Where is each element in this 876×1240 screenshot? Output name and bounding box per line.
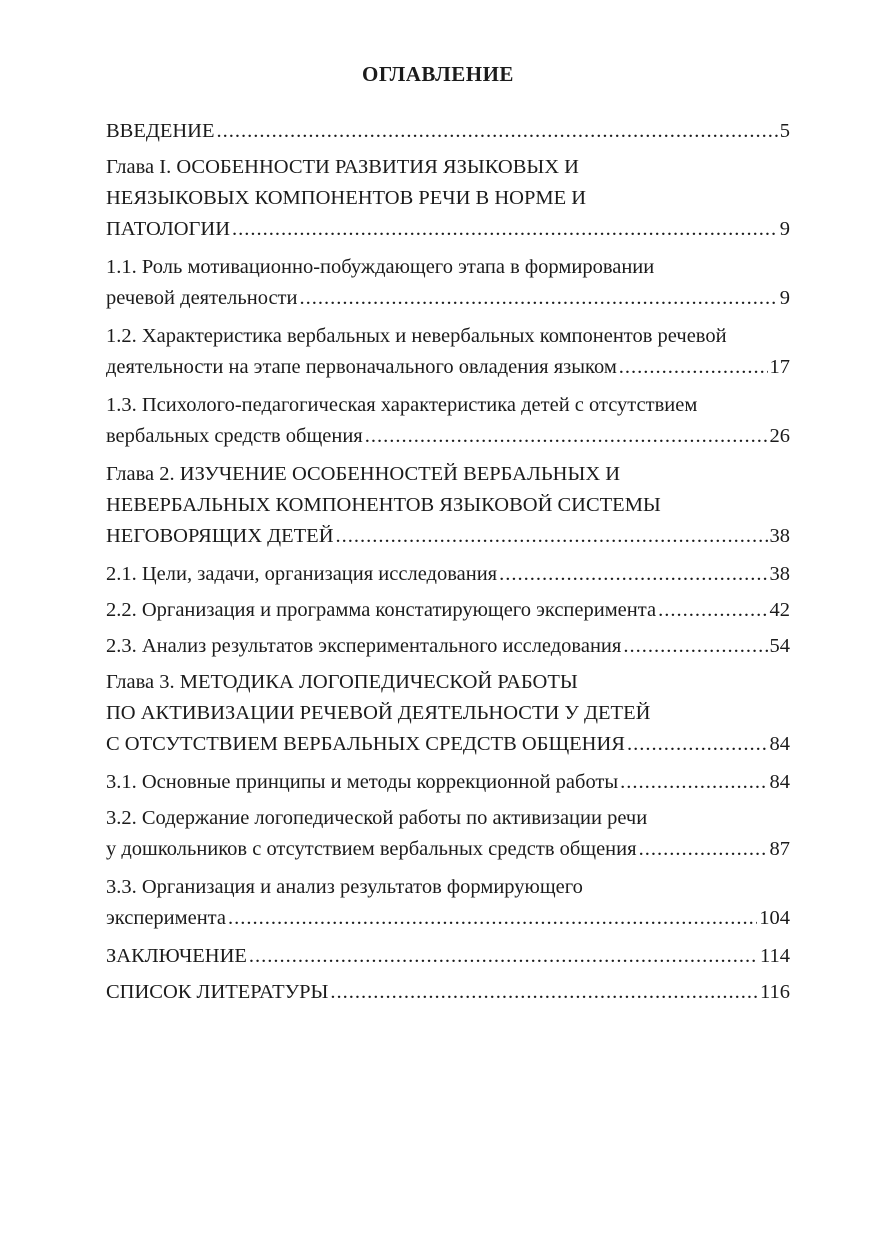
dot-leader: [499, 559, 767, 590]
toc-entry-title: вербальных средств общения: [106, 425, 363, 447]
toc-entry-final-line: [106, 421, 790, 452]
toc-page-number: 38: [769, 563, 790, 585]
toc-entry-final-line: [106, 903, 790, 934]
toc-entry-title: деятельности на этапе первоначального овладения языком: [106, 356, 617, 378]
toc-entry-final-line: [106, 595, 790, 626]
toc-page-number: 54: [769, 635, 790, 657]
toc-entry[interactable]: [106, 631, 790, 662]
dot-leader: [330, 977, 758, 1008]
toc-page-number: 104: [759, 907, 790, 929]
toc-entry-text-line: 3.2. Содержание логопедической работы по активизации речи: [106, 807, 648, 829]
toc-entry-final-line: [106, 559, 790, 590]
toc-entry[interactable]: [106, 595, 790, 626]
toc-page-number: 84: [769, 771, 790, 793]
toc-entry[interactable]: [106, 977, 790, 1008]
toc-entry-title: 2.2. Организация и программа констатирующего эксперимента: [106, 599, 657, 621]
toc-entry-text-line: Глава I. ОСОБЕННОСТИ РАЗВИТИЯ ЯЗЫКОВЫХ И: [106, 156, 579, 178]
toc-page-number: 38: [769, 525, 790, 547]
toc-entry-title: эксперимента: [106, 907, 226, 929]
toc-entry[interactable]: [106, 941, 790, 972]
toc-entry[interactable]: [106, 767, 790, 798]
toc-entry[interactable]: [106, 667, 790, 760]
toc-entry-text-line: Глава 2. ИЗУЧЕНИЕ ОСОБЕННОСТЕЙ ВЕРБАЛЬНЫХ И: [106, 463, 621, 485]
toc-entry[interactable]: [106, 803, 790, 865]
toc-entry-final-line: [106, 834, 790, 865]
toc-entry-final-line: [106, 352, 790, 383]
toc-entry-text-line: 3.3. Организация и анализ результатов формирующего: [106, 876, 583, 898]
dot-leader: [365, 421, 768, 452]
toc-entry-final-line: [106, 767, 790, 798]
toc-page-number: 116: [760, 981, 790, 1003]
toc-entry[interactable]: [106, 459, 790, 552]
dot-leader: [217, 116, 778, 147]
toc-entry[interactable]: [106, 559, 790, 590]
toc-entry-title: ВВЕДЕНИЕ: [106, 120, 215, 142]
dot-leader: [228, 903, 757, 934]
dot-leader: [619, 352, 768, 383]
dot-leader: [623, 631, 767, 662]
toc-entry[interactable]: [106, 872, 790, 934]
dot-leader: [639, 834, 768, 865]
toc-entry-final-line: [106, 521, 790, 552]
page-title: ОГЛАВЛЕНИЕ: [362, 62, 514, 86]
toc-entry-text-line: 1.3. Психолого-педагогическая характеристика детей с отсутствием: [106, 394, 698, 416]
toc-page-number: 5: [779, 120, 790, 142]
dot-leader: [232, 214, 778, 245]
toc-page-number: 9: [779, 218, 790, 240]
toc-entry-title: у дошкольников с отсутствием вербальных средств общения: [106, 838, 637, 860]
toc-entry[interactable]: [106, 390, 790, 452]
dot-leader: [249, 941, 758, 972]
toc-page-number: 17: [769, 356, 790, 378]
toc-entry[interactable]: [106, 321, 790, 383]
dot-leader: [627, 729, 768, 760]
toc-page-number: 42: [769, 599, 790, 621]
toc-entry-final-line: [106, 941, 790, 972]
toc-entry-final-line: [106, 283, 790, 314]
dot-leader: [300, 283, 778, 314]
toc-entry-final-line: [106, 977, 790, 1008]
toc-entry-text-line: 1.2. Характеристика вербальных и невербальных компонентов речевой: [106, 325, 727, 347]
toc-entry-final-line: [106, 729, 790, 760]
dot-leader: [620, 767, 767, 798]
dot-leader: [658, 595, 767, 626]
toc-entry-title: 2.3. Анализ результатов экспериментального исследования: [106, 635, 622, 657]
toc-entry-text-line: НЕВЕРБАЛЬНЫХ КОМПОНЕНТОВ ЯЗЫКОВОЙ СИСТЕМЫ: [106, 494, 661, 516]
toc-page-number: 9: [779, 287, 790, 309]
toc-entry-title: С ОТСУТСТВИЕМ ВЕРБАЛЬНЫХ СРЕДСТВ ОБЩЕНИЯ: [106, 733, 625, 755]
table-of-contents: [106, 116, 790, 1013]
toc-entry[interactable]: [106, 252, 790, 314]
dot-leader: [336, 521, 768, 552]
toc-entry-final-line: [106, 631, 790, 662]
toc-page-number: 87: [769, 838, 790, 860]
toc-entry-text-line: 1.1. Роль мотивационно-побуждающего этапа в формировании: [106, 256, 655, 278]
toc-entry-final-line: [106, 116, 790, 147]
toc-entry[interactable]: [106, 116, 790, 147]
toc-entry-title: речевой деятельности: [106, 287, 298, 309]
toc-entry-text-line: ПО АКТИВИЗАЦИИ РЕЧЕВОЙ ДЕЯТЕЛЬНОСТИ У ДЕТЕЙ: [106, 702, 651, 724]
toc-entry-title: СПИСОК ЛИТЕРАТУРЫ: [106, 981, 329, 1003]
toc-entry-title: 3.1. Основные принципы и методы коррекционной работы: [106, 771, 619, 793]
toc-entry-text-line: Глава 3. МЕТОДИКА ЛОГОПЕДИЧЕСКОЙ РАБОТЫ: [106, 671, 578, 693]
toc-entry-text-line: НЕЯЗЫКОВЫХ КОМПОНЕНТОВ РЕЧИ В НОРМЕ И: [106, 187, 587, 209]
toc-page-number: 84: [769, 733, 790, 755]
toc-entry[interactable]: [106, 152, 790, 245]
toc-entry-title: ЗАКЛЮЧЕНИЕ: [106, 945, 247, 967]
toc-entry-title: 2.1. Цели, задачи, организация исследования: [106, 563, 498, 585]
toc-entry-title: ПАТОЛОГИИ: [106, 218, 231, 240]
toc-page-number: 26: [769, 425, 790, 447]
toc-entry-final-line: [106, 214, 790, 245]
toc-page-number: 114: [760, 945, 790, 967]
toc-entry-title: НЕГОВОРЯЩИХ ДЕТЕЙ: [106, 525, 334, 547]
